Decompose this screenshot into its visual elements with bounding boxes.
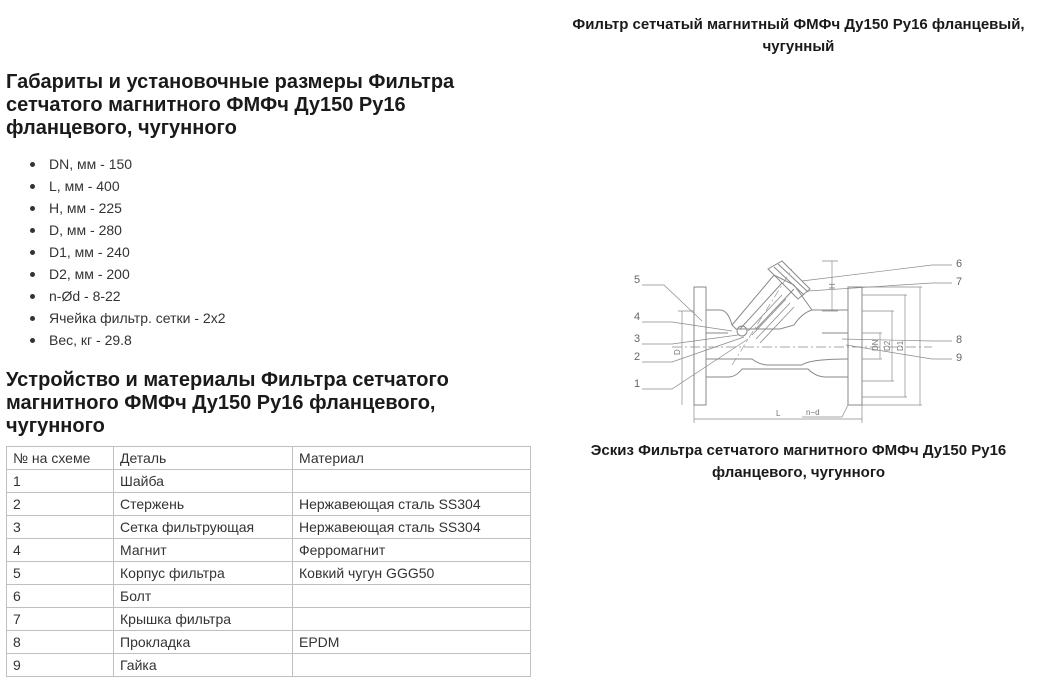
cell-part: Корпус фильтра (114, 562, 293, 585)
cell-number: 8 (7, 631, 114, 654)
callout-8: 8 (956, 334, 963, 346)
callout-7: 7 (956, 276, 963, 288)
cell-part: Прокладка (114, 631, 293, 654)
spec-item: Вес, кг - 29.8 (30, 329, 226, 351)
column-header-part: Деталь (114, 447, 293, 470)
branch-centerline (732, 269, 792, 365)
cell-number: 5 (7, 562, 114, 585)
cell-part: Магнит (114, 539, 293, 562)
table-row (7, 516, 531, 539)
dim-label-length: L (776, 409, 781, 418)
dim-label-height: H (828, 283, 837, 289)
table-row (7, 539, 531, 562)
cell-number: 6 (7, 585, 114, 608)
left-flange (694, 287, 706, 405)
dim-label-d1: D1 (896, 340, 905, 351)
dim-label-d: D (673, 349, 682, 355)
parts-table (6, 446, 531, 677)
cell-material (293, 608, 531, 631)
parts-heading: Устройство и материалы Фильтра сетчатого магнитного ФМФч Ду150 Ру16 фланцевого, чугунного (6, 369, 449, 437)
column-header-number: № на схеме (7, 447, 114, 470)
cell-part: Гайка (114, 654, 293, 677)
cell-part: Стержень (114, 493, 293, 516)
filter-body-outline (706, 310, 848, 377)
callout-5: 5 (634, 274, 641, 286)
cell-part: Болт (114, 585, 293, 608)
table-row (7, 493, 531, 516)
cell-material (293, 585, 531, 608)
dim-label-dn: DN (871, 339, 880, 351)
spec-item: D, мм - 280 (30, 219, 226, 241)
spec-item: H, мм - 225 (30, 197, 226, 219)
spec-item: DN, мм - 150 (30, 153, 226, 175)
table-row (7, 608, 531, 631)
cell-number: 3 (7, 516, 114, 539)
callout-6: 6 (956, 258, 963, 270)
callout-4: 4 (634, 311, 641, 323)
product-title: Фильтр сетчатый магнитный ФМФч Ду150 Ру16 фланцевый, чугунный (572, 16, 1025, 55)
spec-item: D2, мм - 200 (30, 263, 226, 285)
filter-sketch-drawing (632, 255, 968, 425)
spec-item: D1, мм - 240 (30, 241, 226, 263)
table-row (7, 631, 531, 654)
cell-part: Крышка фильтра (114, 608, 293, 631)
cell-material: Нержавеющая сталь SS304 (293, 493, 531, 516)
body-bore (706, 333, 848, 365)
column-header-material: Материал (293, 447, 531, 470)
cell-material: EPDM (293, 631, 531, 654)
dimensions-heading: Габариты и установочные размеры Фильтра сетчатого магнитного ФМФч Ду150 Ру16 фланцевого, чугунного (6, 71, 455, 139)
callout-3: 3 (634, 333, 641, 345)
cell-number: 7 (7, 608, 114, 631)
spec-item: Ячейка фильтр. сетки - 2х2 (30, 307, 226, 329)
cell-material: Ковкий чугун GGG50 (293, 562, 531, 585)
spec-item: L, мм - 400 (30, 175, 226, 197)
cell-number: 4 (7, 539, 114, 562)
table-row (7, 654, 531, 677)
table-row (7, 585, 531, 608)
cell-material: Ферромагнит (293, 539, 531, 562)
cell-material (293, 654, 531, 677)
spec-item: n-Ød - 8-22 (30, 285, 226, 307)
cell-number: 2 (7, 493, 114, 516)
drawing-caption: Эскиз Фильтра сетчатого магнитного ФМФч Ду150 Ру16 фланцевого, чугунного (590, 442, 1007, 481)
cell-material (293, 470, 531, 493)
cell-number: 1 (7, 470, 114, 493)
filter-screen (748, 295, 794, 343)
table-row (7, 470, 531, 493)
cell-material: Нержавеющая сталь SS304 (293, 516, 531, 539)
spec-list (30, 153, 226, 351)
callout-1: 1 (634, 378, 641, 390)
table-header-row (7, 447, 531, 470)
dim-label-holes: n−d (806, 408, 820, 417)
cell-part: Шайба (114, 470, 293, 493)
callout-leaders (642, 265, 952, 389)
y-branch (732, 275, 812, 329)
cell-number: 9 (7, 654, 114, 677)
dim-label-d2: D2 (883, 340, 892, 351)
cell-part: Сетка фильтрующая (114, 516, 293, 539)
callout-2: 2 (634, 351, 641, 363)
table-row (7, 562, 531, 585)
callout-9: 9 (956, 352, 963, 364)
